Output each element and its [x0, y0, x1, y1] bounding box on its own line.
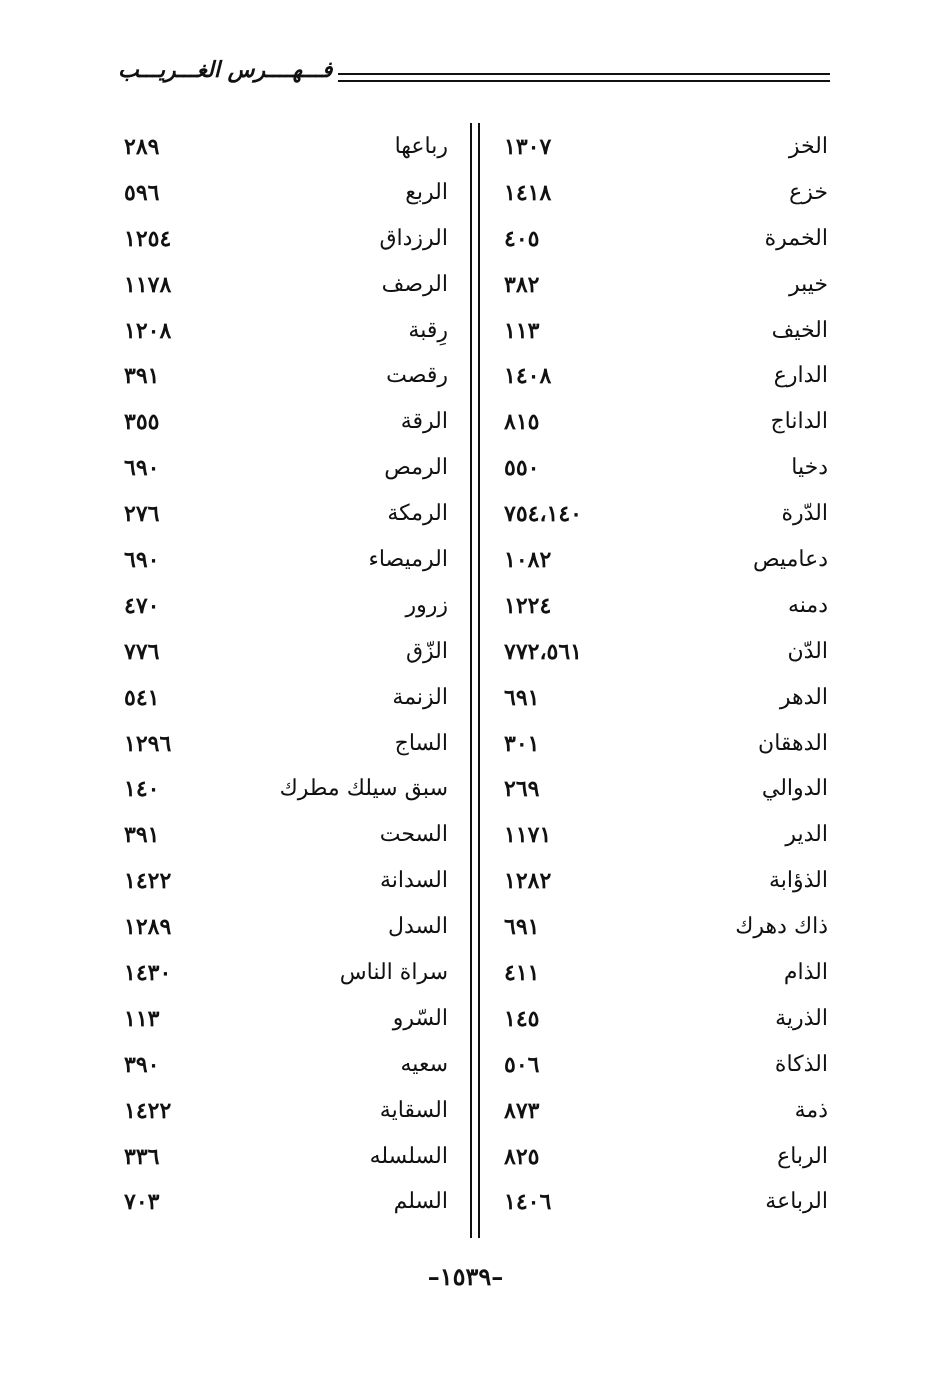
page-reference: ٤٠٥	[504, 225, 540, 252]
index-term: الزّق	[405, 638, 448, 664]
page-reference: ٧٥٤،١٤٠	[504, 501, 582, 528]
page-reference: ٥٥٠	[504, 455, 540, 482]
index-term: دعاميص	[752, 547, 828, 573]
index-term: السلم	[393, 1189, 448, 1215]
page-reference: ١٤٠٦	[504, 1189, 552, 1216]
index-term: الرزداق	[379, 225, 448, 251]
index-entry	[498, 128, 828, 174]
page-reference: ٨٧٣	[504, 1097, 540, 1124]
index-term: رباعها	[394, 134, 448, 159]
index-term: الرميصاء	[368, 547, 448, 573]
index-term: دمنه	[787, 592, 828, 618]
index-term: الرباع	[777, 1143, 828, 1169]
index-term: الرمص	[384, 455, 448, 481]
page-reference: ٣٣٦	[124, 1143, 160, 1170]
index-entry	[498, 1046, 828, 1092]
page-reference: ٦٩١	[504, 914, 540, 941]
index-entry	[498, 1092, 828, 1138]
index-entry	[118, 770, 448, 816]
index-entry	[118, 1092, 448, 1138]
index-term: السدل	[388, 914, 448, 940]
index-entry	[498, 862, 828, 908]
index-entry	[498, 357, 828, 403]
index-term: الرصف	[381, 271, 448, 297]
index-entry	[118, 954, 448, 1000]
index-entry	[498, 1000, 828, 1046]
index-entry	[118, 1000, 448, 1046]
index-term: الخز	[788, 134, 828, 159]
page-reference: ٣٥٥	[124, 409, 160, 436]
page-reference: ١٤٣٠	[124, 960, 172, 987]
page-reference: ٥٩٦	[124, 179, 160, 206]
index-entry	[498, 587, 828, 633]
page-reference: ٧٧٢،٥٦١	[504, 638, 582, 665]
index-term: السحت	[379, 822, 448, 848]
index-term: الرمكة	[387, 501, 448, 527]
page-reference: ٦٩١	[504, 684, 540, 711]
index-entry	[118, 908, 448, 954]
index-term: ذاك دهرك	[735, 914, 828, 940]
index-term: الرباعة	[765, 1189, 828, 1215]
index-entry	[118, 1183, 448, 1229]
index-term: الخيف	[771, 317, 828, 343]
index-entry	[118, 357, 448, 403]
running-header	[118, 58, 830, 94]
index-entry	[118, 266, 448, 312]
page-reference: ١٤٢٢	[124, 868, 172, 895]
header-title: فـــهــــرس الغـــريـــب	[118, 58, 333, 83]
index-term: الذؤابة	[768, 868, 828, 894]
index-entry	[498, 908, 828, 954]
index-term: خزع	[789, 179, 828, 205]
page-reference: ٨١٥	[504, 409, 540, 436]
right-index-column	[498, 128, 828, 1229]
page-reference: ٣٨٢	[504, 271, 540, 298]
page-reference: ٨٢٥	[504, 1143, 540, 1170]
index-entry	[118, 403, 448, 449]
index-entry	[118, 679, 448, 725]
index-entry	[498, 220, 828, 266]
left-index-column	[118, 128, 448, 1229]
index-entry	[498, 770, 828, 816]
page-reference: ١٢٨٩	[124, 914, 172, 941]
page-reference: ٢٦٩	[504, 776, 540, 803]
index-entry	[498, 954, 828, 1000]
index-term: الذكاة	[774, 1051, 828, 1077]
page-reference: ٦٩٠	[124, 547, 160, 574]
page-reference: ١١٣	[504, 317, 540, 344]
index-term: ذمة	[794, 1097, 828, 1123]
index-entry	[118, 725, 448, 771]
index-term: السلسله	[369, 1143, 448, 1169]
page-reference: ٣٩١	[124, 822, 160, 849]
index-entry	[498, 449, 828, 495]
page-reference: ١١٣	[124, 1005, 160, 1032]
index-term: السقاية	[379, 1097, 448, 1123]
page-reference: ١٢٥٤	[124, 225, 172, 252]
index-entry	[498, 495, 828, 541]
index-entry	[498, 633, 828, 679]
index-entry	[498, 816, 828, 862]
index-term: الزنمة	[392, 684, 448, 710]
index-term: الداناج	[770, 409, 828, 435]
page-reference: ٦٩٠	[124, 455, 160, 482]
index-entry	[118, 633, 448, 679]
index-term: الدهر	[779, 684, 828, 710]
index-entry	[498, 1138, 828, 1184]
header-rule	[338, 73, 830, 75]
index-term: الدّن	[787, 638, 828, 664]
index-term: الرقة	[400, 409, 448, 435]
page-reference: ١٢٢٤	[504, 592, 552, 619]
index-term: سراة الناس	[339, 960, 448, 986]
index-entry	[118, 312, 448, 358]
index-entry	[118, 128, 448, 174]
page-reference: ١٤١٨	[504, 179, 552, 206]
page-reference: ١٤٢٢	[124, 1097, 172, 1124]
page-reference: ١٤٠٨	[504, 363, 552, 390]
index-entry	[498, 725, 828, 771]
index-term: السّرو	[392, 1005, 448, 1031]
index-entry	[118, 174, 448, 220]
page-reference: ٣٠١	[504, 730, 540, 757]
page-reference: ١٢٨٢	[504, 868, 552, 895]
index-term: الربع	[405, 179, 448, 205]
index-entry	[498, 679, 828, 725]
index-term: سبق سيلك مطرك	[279, 776, 448, 802]
page-reference: ١٤٥	[504, 1005, 540, 1032]
index-term: الدهقان	[758, 730, 828, 756]
index-entry	[118, 449, 448, 495]
index-term: الدّرة	[781, 501, 828, 527]
index-entry	[118, 1138, 448, 1184]
index-term: سعيه	[400, 1051, 448, 1077]
page-reference: ١١٧٨	[124, 271, 172, 298]
page-reference: ٥٠٦	[504, 1051, 540, 1078]
index-term: الدارع	[773, 363, 828, 389]
index-entry	[498, 174, 828, 220]
page-reference: ٥٤١	[124, 684, 160, 711]
page-reference: ١٢٠٨	[124, 317, 172, 344]
page-reference: ٧٠٣	[124, 1189, 160, 1216]
page-reference: ١٣٠٧	[504, 134, 552, 160]
index-term: الدوالي	[761, 776, 828, 802]
page-reference: ٤٧٠	[124, 592, 160, 619]
index-entry	[498, 266, 828, 312]
page-reference: ١٠٨٢	[504, 547, 552, 574]
column-divider	[478, 123, 480, 1238]
page-number: –١٥٣٩–	[427, 1262, 504, 1291]
index-entry	[498, 541, 828, 587]
index-entry	[118, 541, 448, 587]
header-rule	[338, 80, 830, 82]
page-reference: ١٢٩٦	[124, 730, 172, 757]
page-reference: ٧٧٦	[124, 638, 160, 665]
page-reference: ٣٩١	[124, 363, 160, 390]
index-term: السدانة	[379, 868, 448, 894]
page-reference: ٤١١	[504, 960, 540, 987]
page-reference: ٢٨٩	[124, 134, 160, 160]
page-reference: ١٤٠	[124, 776, 160, 803]
page-reference: ٢٧٦	[124, 501, 160, 528]
column-divider	[470, 123, 472, 1238]
page-reference: ٣٩٠	[124, 1051, 160, 1078]
index-entry	[498, 312, 828, 358]
index-entry	[118, 1046, 448, 1092]
index-entry	[118, 587, 448, 633]
index-entry	[498, 1183, 828, 1229]
index-term: زرور	[405, 592, 448, 618]
index-entry	[118, 816, 448, 862]
index-term: الخمرة	[764, 225, 828, 251]
index-term: دخيا	[791, 455, 828, 481]
page-reference: ١١٧١	[504, 822, 552, 849]
index-entry	[498, 403, 828, 449]
index-term: خيبر	[788, 271, 828, 297]
index-term: الذام	[783, 960, 828, 986]
index-entry	[118, 862, 448, 908]
index-entry	[118, 220, 448, 266]
index-term: الذرية	[775, 1005, 828, 1031]
index-term: رقصت	[386, 363, 448, 389]
index-term: رِقبة	[408, 317, 448, 343]
index-term: الساج	[394, 730, 448, 756]
index-term: الدير	[785, 822, 828, 848]
index-entry	[118, 495, 448, 541]
